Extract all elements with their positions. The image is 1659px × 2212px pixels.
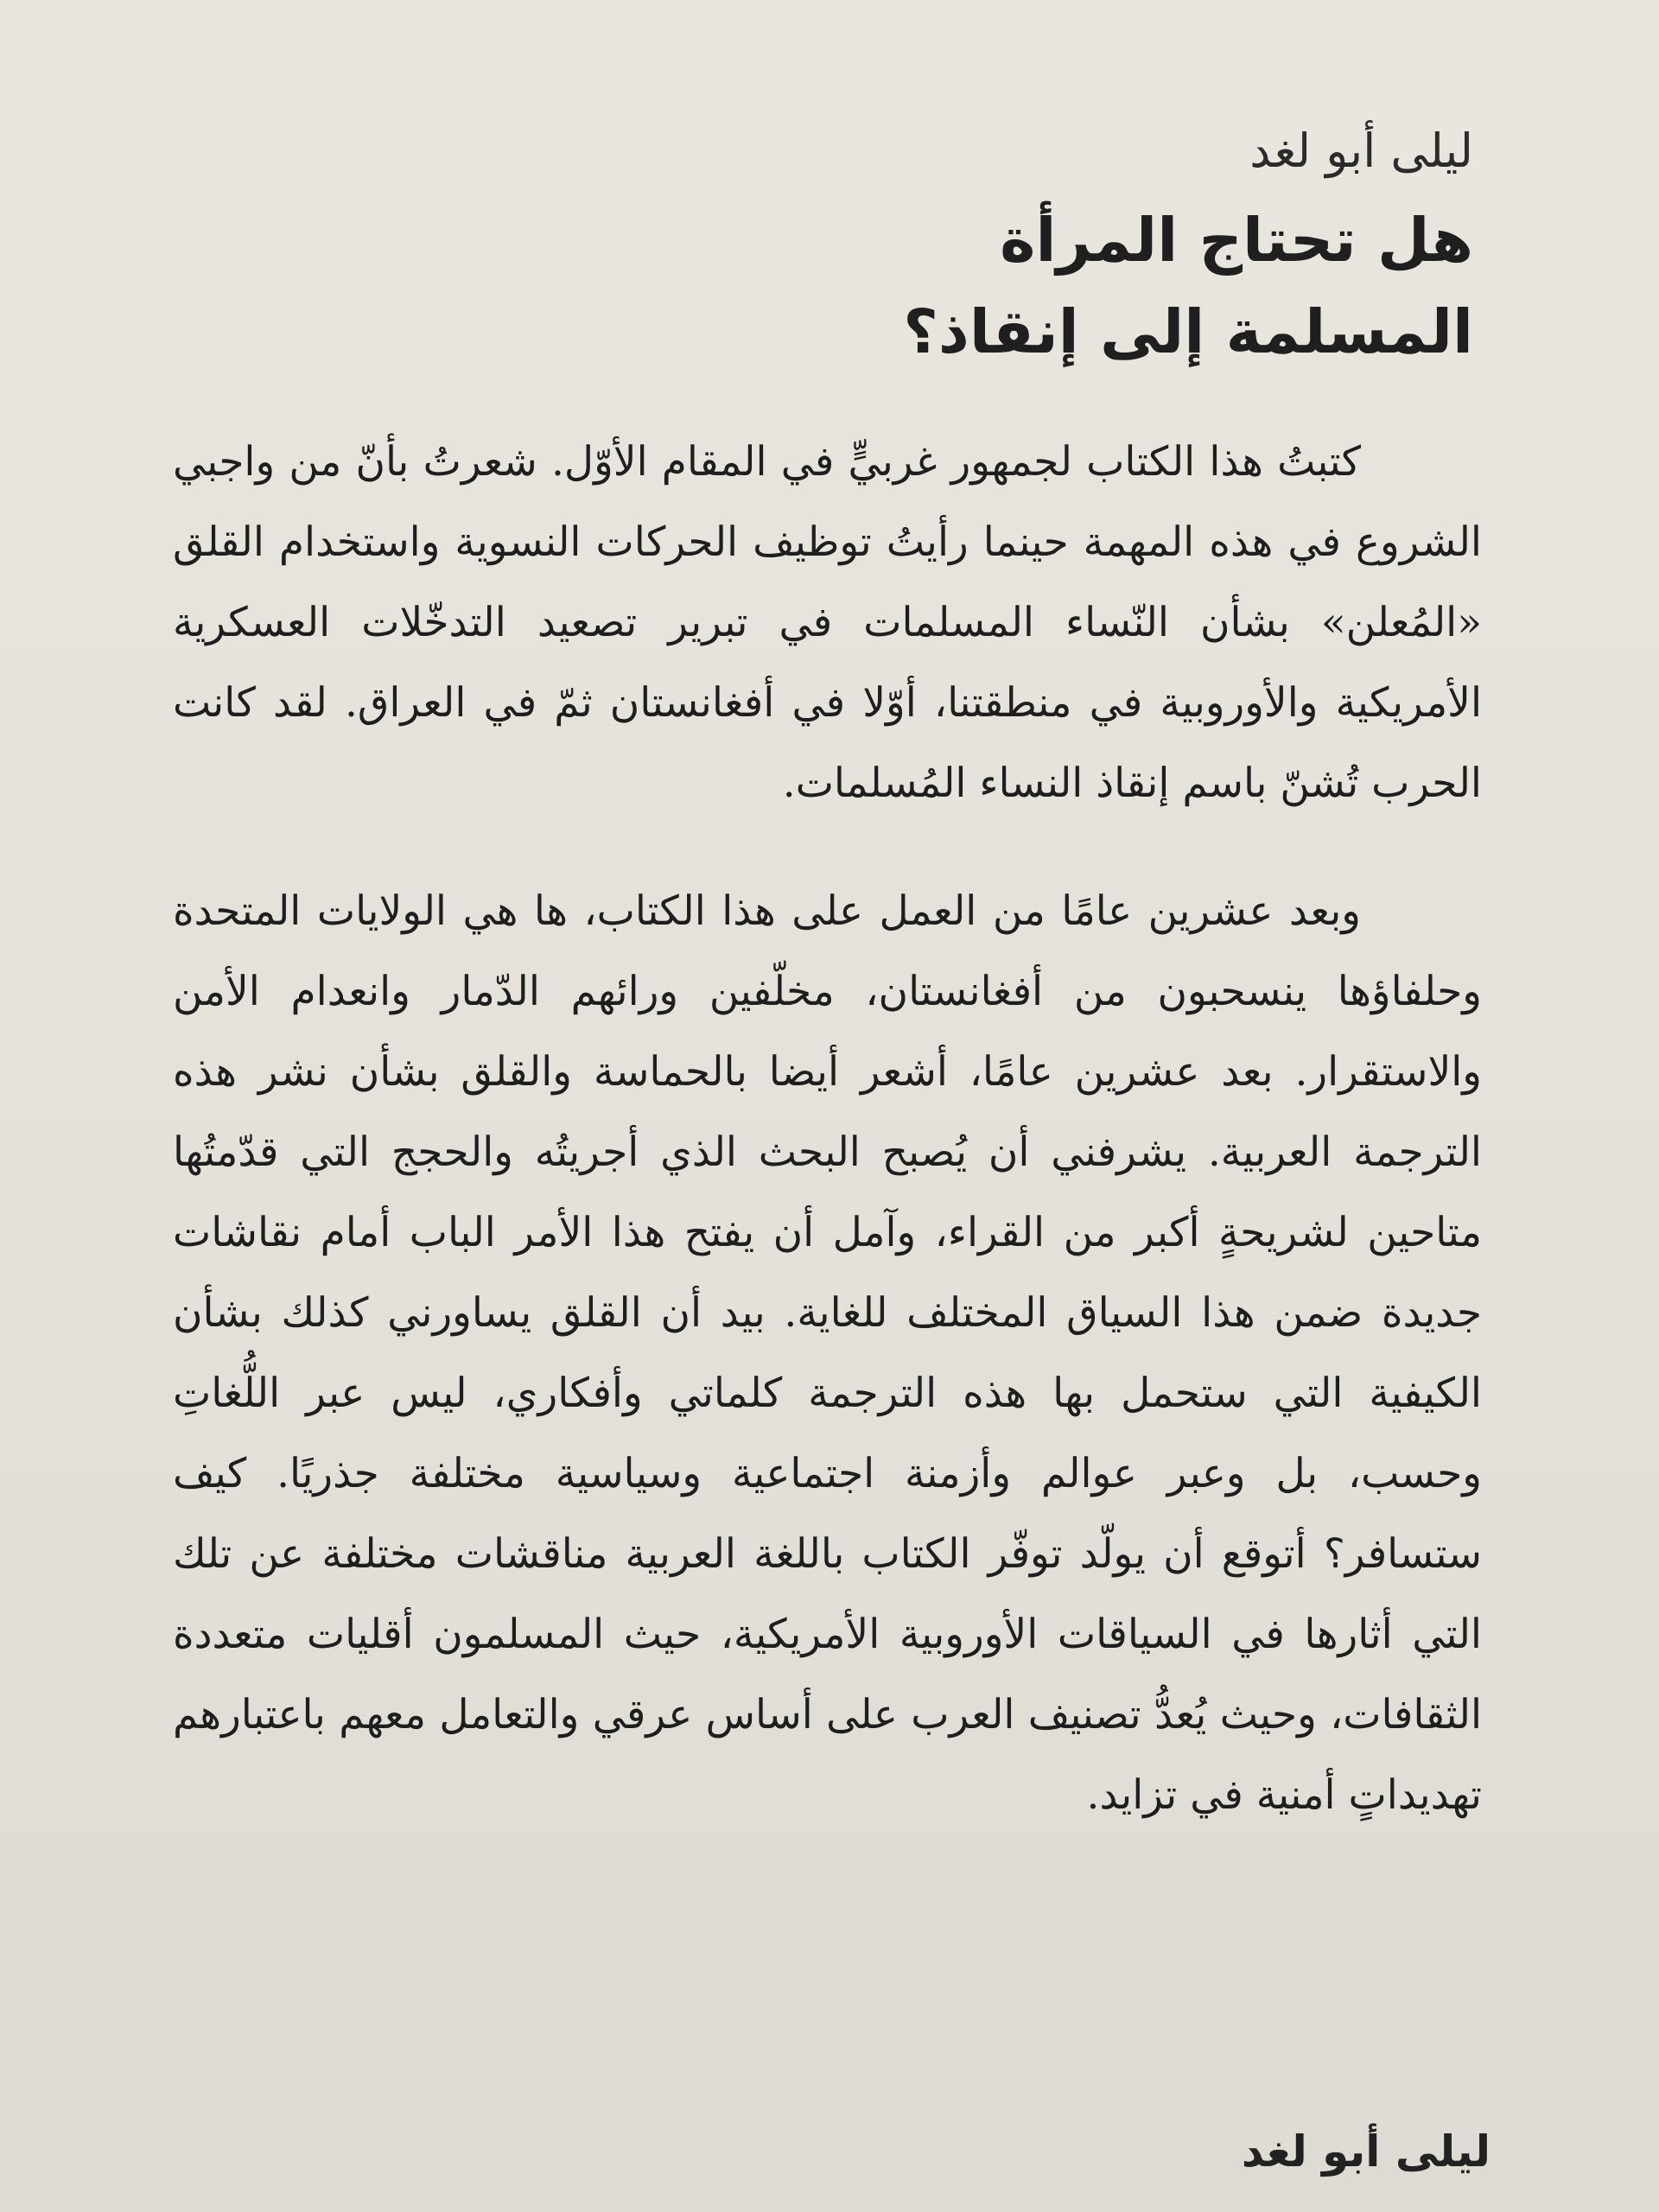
title-line-1: هل تحتاج المرأة (1000, 205, 1473, 276)
paragraph-2: وبعد عشرين عامًا من العمل على هذا الكتاب، ها هي الولايات المتحدة وحلفاؤها ينسحبون من أفغانستان، مخلّفين ورائهم الدّمار وانعدام الأمن والاستقرار. بعد عشرين عامًا، أشعر أيضا بالحماسة والقلق بشأن نشر هذه الترجمة العربية. يشرفني أن يُصبح البحث الذي أجريتُه والحجج التي قدّمتُها متاحين لشريحةٍ أكبر من القراء، وآمل أن يفتح هذا الأمر الباب أمام نقاشات جديدة ضمن هذا السياق المختلف للغاية. بيد أن القلق يساورني كذلك بشأن الكيفية التي ستحمل بها هذه الترجمة كلماتي وأفكاري، ليس عبر اللُّغاتِ وحسب، بل وعبر عوالم وأزمنة اجتماعية وسياسية مختلفة جذريًا. كيف ستسافر؟ أتوقع أن يولّد توفّر الكتاب باللغة العربية مناقشات مختلفة عن تلك التي أثارها في السياقات الأوروبية الأمريكية، حيث المسلمون أقليات متعددة الثقافات، وحيث يُعدُّ تصنيف العرب على أساس عرقي والتعامل معهم باعتبارهم تهديداتٍ أمنية في تزايد. (173, 887, 1482, 1819)
paragraph-1: كتبتُ هذا الكتاب لجمهور غربيٍّ في المقام الأوّل. شعرتُ بأنّ من واجبي الشروع في هذه المهمة حينما رأيتُ توظيف الحركات النسوية واستخدام القلق «المُعلن» بشأن النّساء المسلمات في تبرير تصعيد التدخّلات العسكرية الأمريكية والأوروبية في منطقتنا، أوّلا في أفغانستان ثمّ في العراق. لقد كانت الحرب تُشنّ باسم إنقاذ النساء المُسلمات. (173, 438, 1482, 807)
signature: ليلى أبو لغد (1241, 2126, 1491, 2177)
title-line-2: المسلمة إلى إنقاذ؟ (903, 296, 1473, 367)
body-text (173, 422, 1482, 1835)
author-name: ليلى أبو لغد (1249, 124, 1473, 178)
chapter-header (156, 117, 1473, 378)
chapter-title (156, 194, 1473, 378)
